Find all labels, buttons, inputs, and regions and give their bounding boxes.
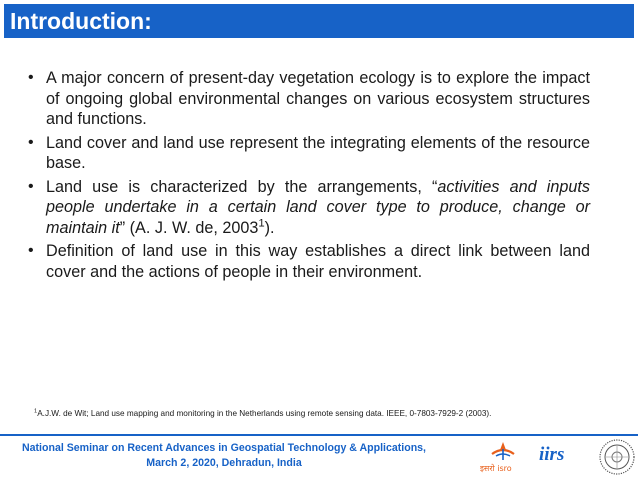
- bullet-item-4: [26, 241, 590, 282]
- institute-seal-icon: [598, 438, 636, 476]
- iirs-logo-text: iirs: [539, 444, 565, 465]
- footer-line-1: National Seminar on Recent Advances in Geospatial Technology & Applications,: [21, 442, 426, 454]
- bullet-item-2: [26, 133, 590, 174]
- bullet-marker: •: [28, 177, 34, 195]
- bullet-marker: •: [28, 133, 34, 151]
- footnote: [34, 408, 594, 419]
- bullet-text: Definition of land use in this way establishes a direct link between land cover and the actions of people in their environment.: [46, 242, 590, 281]
- title-bar: [4, 4, 634, 38]
- bullet-text: A major concern of present-day vegetation ecology is to explore the impact of ongoing global environmental changes on various ecosystem structures and functions.: [46, 69, 590, 128]
- footer-seminar-info: [14, 441, 434, 471]
- slide-title: Introduction:: [10, 8, 152, 34]
- footnote-marker: 1: [34, 408, 38, 415]
- citation-superscript: 1: [258, 217, 265, 230]
- bullet-quote-italic: activities and inputs people undertake in a certain land cover type to produce, change or maintain it: [46, 177, 590, 237]
- isro-logo-text: इसरो isro: [480, 464, 512, 473]
- bullet-text-before: Land use is characterized by the arrangements, “: [46, 177, 438, 196]
- bullet-list: [26, 68, 590, 285]
- bullet-marker: •: [28, 69, 34, 86]
- bullet-text-end: ).: [264, 218, 275, 237]
- bullet-item-1: [26, 68, 590, 130]
- isro-logo-icon: [478, 440, 528, 474]
- footnote-text: A.J.W. de Wit; Land use mapping and monitoring in the Netherlands using remote sensing data. IEEE, 0-7803-7929-2 (2003).: [37, 409, 492, 418]
- bullet-text-after: ” (A. J. W. de, 2003: [119, 218, 259, 237]
- bullet-item-3: [26, 177, 590, 239]
- footer-line-2: March 2, 2020, Dehradun, India: [146, 457, 302, 469]
- footer-divider: [0, 434, 638, 436]
- bullet-marker: •: [28, 242, 34, 259]
- bullet-text: Land cover and land use represent the integrating elements of the resource base.: [46, 133, 590, 172]
